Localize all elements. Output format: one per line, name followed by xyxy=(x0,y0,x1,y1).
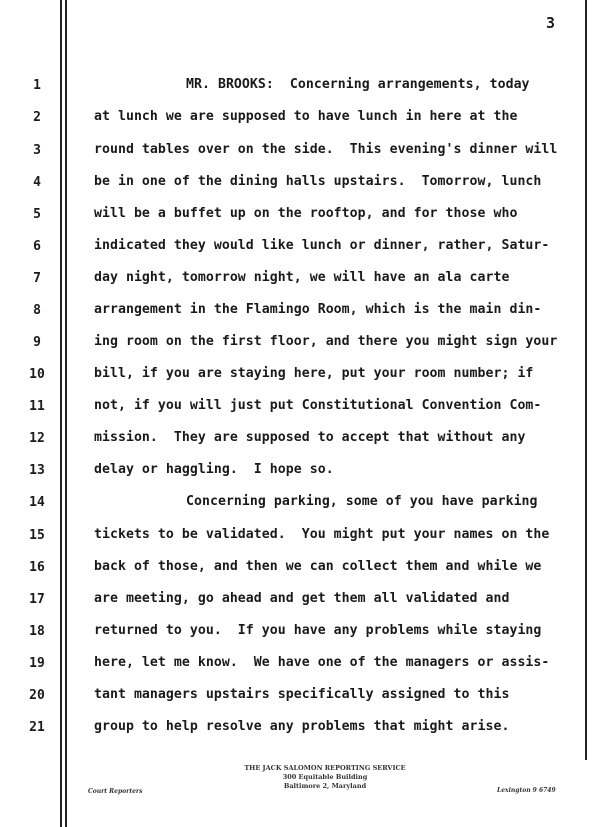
line-number: 5 xyxy=(33,207,41,222)
transcript-line: at lunch we are supposed to have lunch in here at the xyxy=(94,109,518,124)
line-number: 10 xyxy=(29,367,45,382)
line-number: 17 xyxy=(29,592,45,607)
right-margin-rule xyxy=(585,0,587,760)
line-number: 1 xyxy=(33,78,41,93)
transcript-line: are meeting, go ahead and get them all validated and xyxy=(94,591,510,606)
transcript-line: indicated they would like lunch or dinner, rather, Satur- xyxy=(94,238,550,253)
line-number: 9 xyxy=(33,335,41,350)
page-number: 3 xyxy=(546,14,556,32)
transcript-line: tant managers upstairs specifically assigned to this xyxy=(94,687,510,702)
transcript-line: returned to you. If you have any problems while staying xyxy=(94,623,542,638)
line-number: 3 xyxy=(33,143,41,158)
transcript-line: not, if you will just put Constitutional Convention Com- xyxy=(94,398,542,413)
line-number: 8 xyxy=(33,303,41,318)
transcript-line: mission. They are supposed to accept that without any xyxy=(94,430,526,445)
transcript-line: tickets to be validated. You might put your names on the xyxy=(94,527,550,542)
footer-phone: Lexington 9 6749 xyxy=(497,787,556,794)
line-number: 7 xyxy=(33,271,41,286)
line-number: 13 xyxy=(29,463,45,478)
reporting-service-footer xyxy=(225,764,425,791)
line-number: 14 xyxy=(29,495,45,510)
transcript-line: here, let me know. We have one of the managers or assis- xyxy=(94,655,550,670)
reporting-service-city: Baltimore 2, Maryland xyxy=(283,782,367,790)
line-number: 11 xyxy=(29,399,45,414)
reporting-service-name: THE JACK SALOMON REPORTING SERVICE xyxy=(244,764,406,772)
transcript-line: day night, tomorrow night, we will have an ala carte xyxy=(94,270,510,285)
transcript-line: round tables over on the side. This evening's dinner will xyxy=(94,142,558,157)
line-number: 12 xyxy=(29,431,45,446)
line-number: 20 xyxy=(29,688,45,703)
line-number: 16 xyxy=(29,560,45,575)
line-number: 6 xyxy=(33,239,41,254)
reporting-service-address: 300 Equitable Building xyxy=(282,773,368,781)
transcript-line: be in one of the dining halls upstairs. Tomorrow, lunch xyxy=(94,174,542,189)
transcript-line: delay or haggling. I hope so. xyxy=(94,462,334,477)
left-margin-rule-outer xyxy=(60,0,62,827)
line-number: 21 xyxy=(29,720,45,735)
transcript-line: Concerning parking, some of you have parking xyxy=(186,494,538,509)
transcript-line: bill, if you are staying here, put your room number; if xyxy=(94,366,534,381)
transcript-line: MR. BROOKS: Concerning arrangements, today xyxy=(186,77,530,92)
transcript-line: group to help resolve any problems that might arise. xyxy=(94,719,510,734)
line-number: 4 xyxy=(33,175,41,190)
left-margin-rule-inner xyxy=(65,0,67,827)
transcript-line: back of those, and then we can collect them and while we xyxy=(94,559,542,574)
transcript-line: ing room on the first floor, and there you might sign your xyxy=(94,334,558,349)
line-number: 2 xyxy=(33,110,41,125)
line-number: 15 xyxy=(29,528,45,543)
transcript-line: arrangement in the Flamingo Room, which is the main din- xyxy=(94,302,542,317)
footer-court-reporters: Court Reporters xyxy=(88,788,143,795)
transcript-line: will be a buffet up on the rooftop, and for those who xyxy=(94,206,518,221)
line-number: 18 xyxy=(29,624,45,639)
line-number: 19 xyxy=(29,656,45,671)
